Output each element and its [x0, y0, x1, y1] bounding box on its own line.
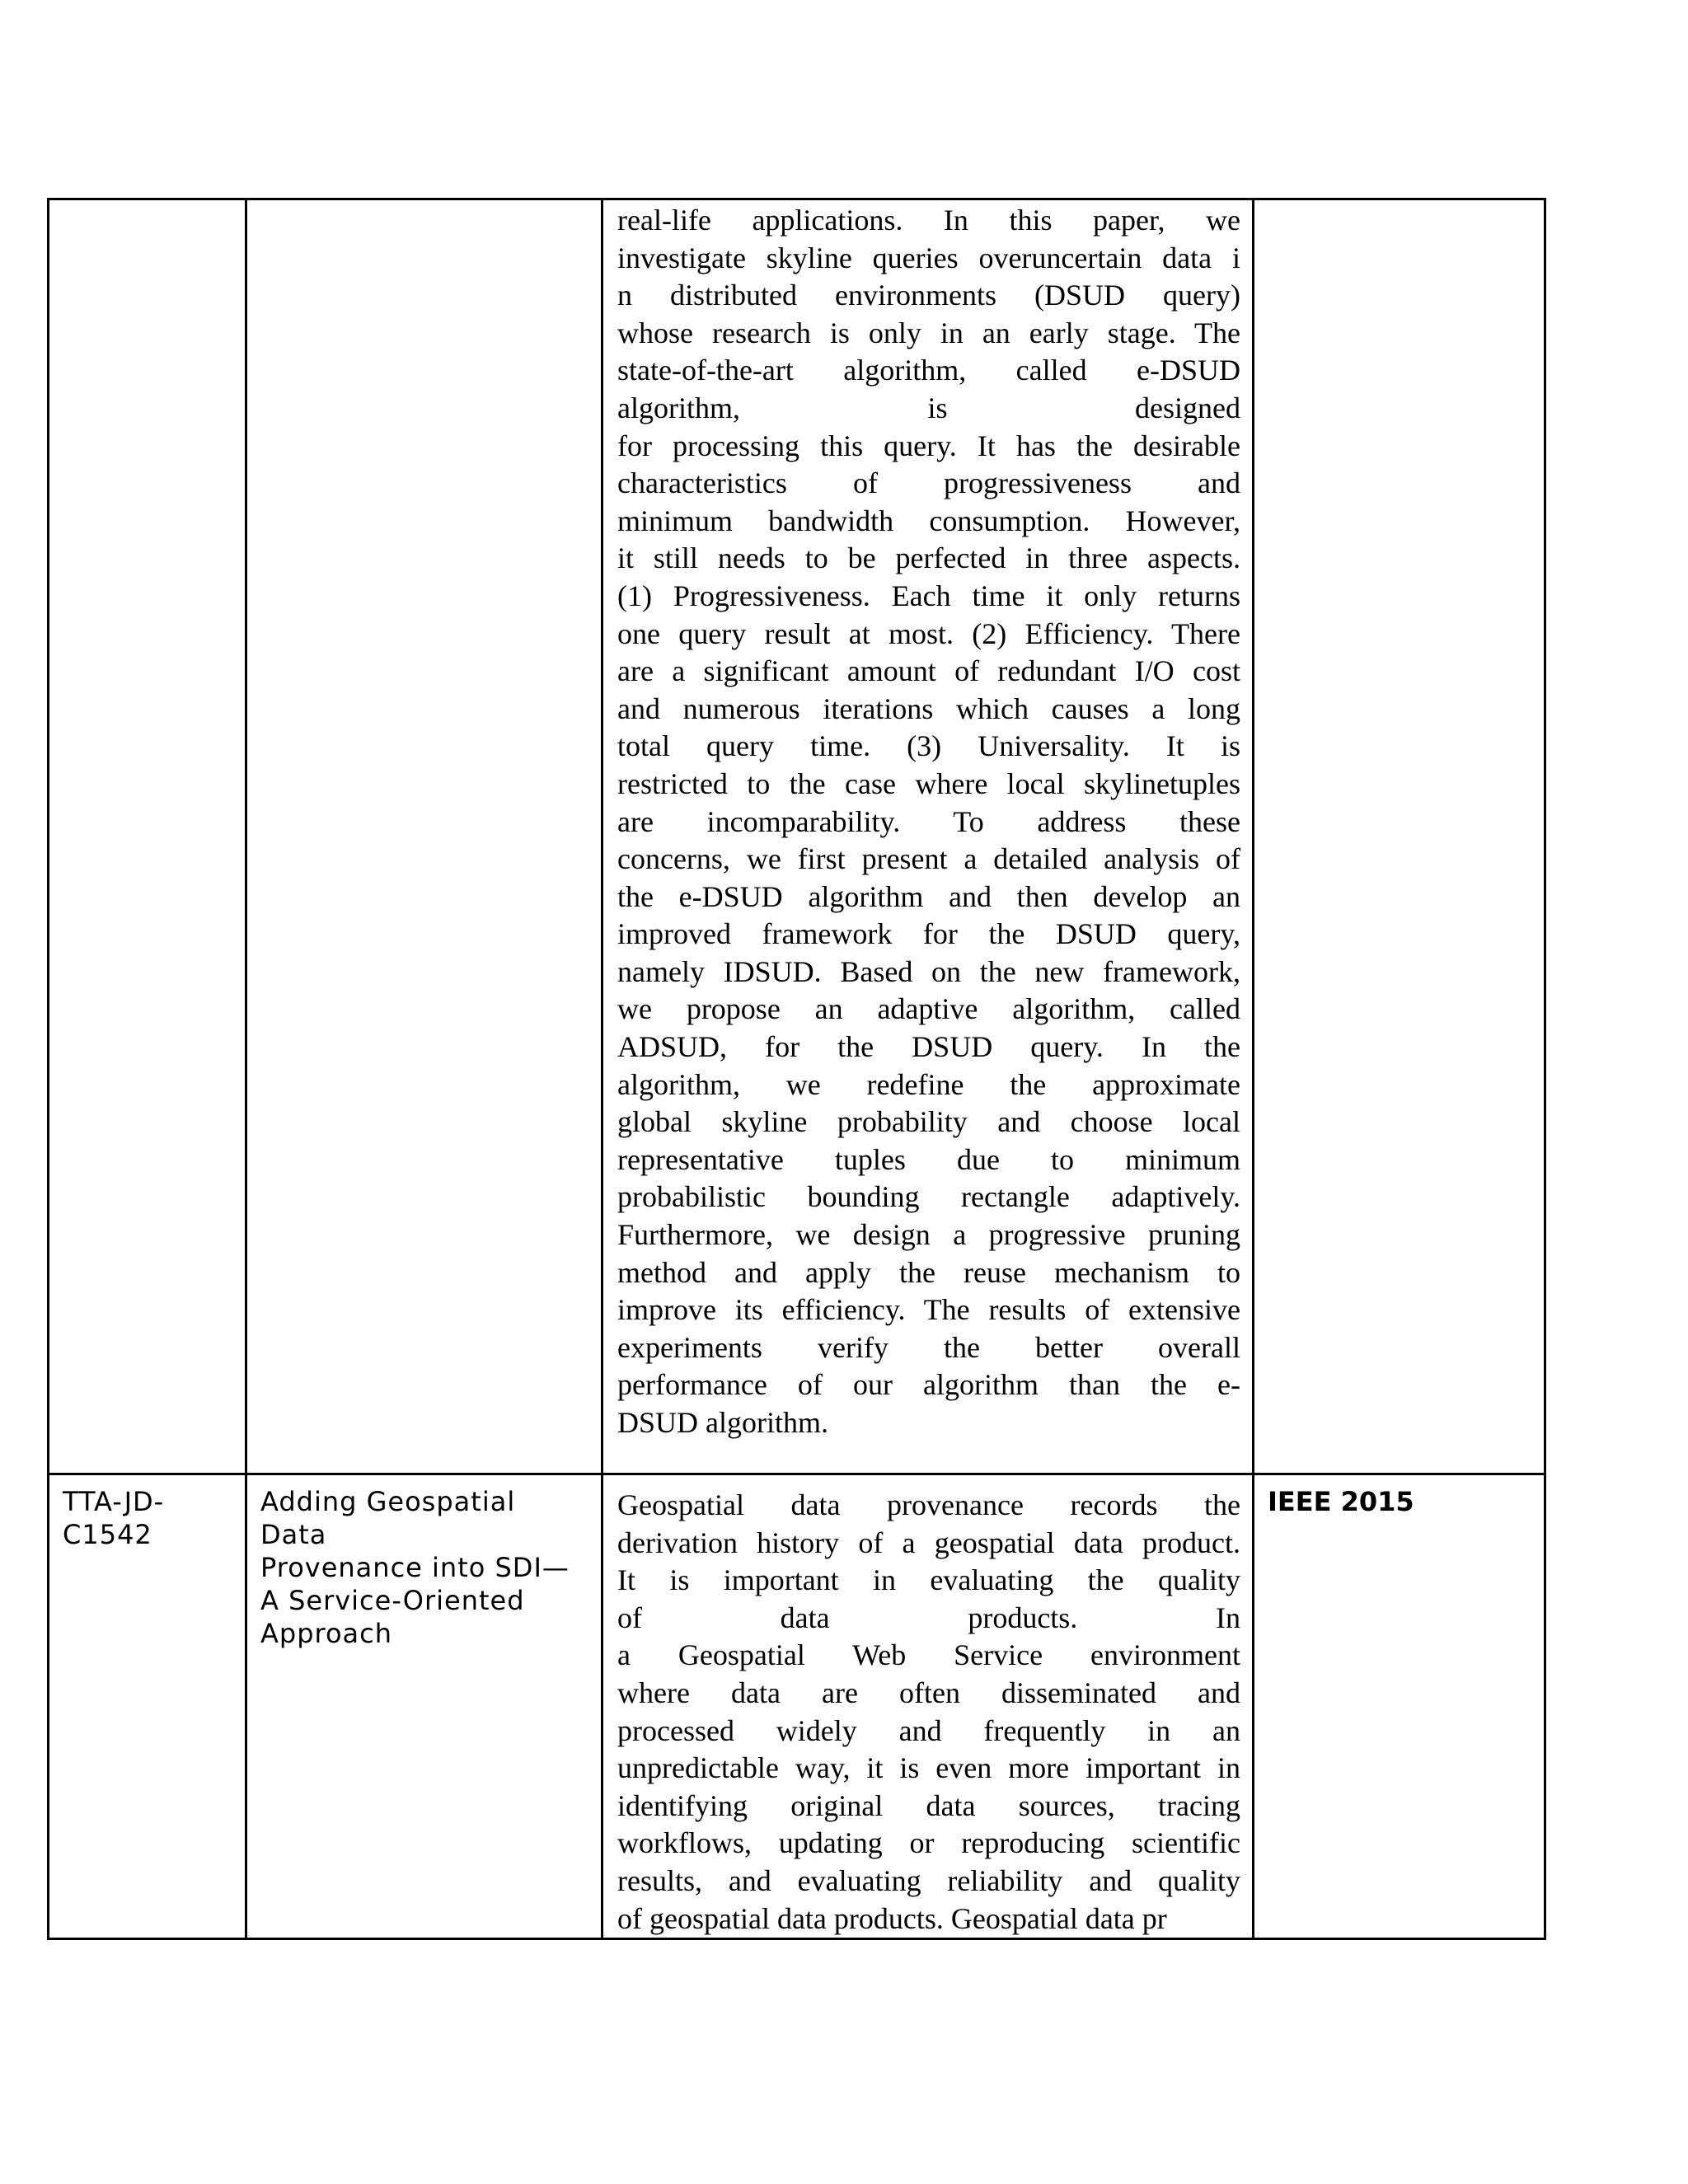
abstract-line: derivation history of a geospatial data product.	[617, 1526, 1240, 1559]
abstract-line: a Geospatial Web Service environment	[617, 1638, 1240, 1672]
abstract-line: results, and evaluating reliability and quality	[617, 1863, 1240, 1897]
abstract-line: It is important in evaluating the quality	[617, 1563, 1240, 1597]
project-id-cell	[49, 199, 246, 1474]
abstract-line: state-of-the-art algorithm, called e-DSUD	[617, 354, 1240, 387]
abstract-line: ADSUD, for the DSUD query. In the	[617, 1030, 1240, 1064]
abstract-line: of geospatial data products. Geospatial data pr	[617, 1901, 1167, 1935]
abstract-line: concerns, we first present a detailed analysis of	[617, 842, 1240, 876]
abstract-line: (1) Progressiveness. Each time it only returns	[617, 579, 1240, 612]
abstract-line: processed widely and frequently in an	[617, 1713, 1240, 1747]
abstract-line: probabilistic bounding rectangle adaptively.	[617, 1180, 1240, 1214]
abstract-line: it still needs to be perfected in three aspects.	[617, 541, 1240, 575]
abstract-line: one query result at most. (2) Efficiency. There	[617, 616, 1240, 650]
abstract-line: are incomparability. To address these	[617, 804, 1240, 838]
abstract-line: algorithm, is designed	[617, 391, 1240, 424]
abstract-line: Geospatial data provenance records the	[617, 1488, 1240, 1521]
year-cell	[1254, 1474, 1545, 1939]
abstract-line: unpredictable way, it is even more important in	[617, 1751, 1240, 1785]
projects-table	[47, 198, 1546, 1940]
abstract-line: characteristics of progressiveness and	[617, 466, 1240, 500]
abstract-line: algorithm, we redefine the approximate	[617, 1067, 1240, 1101]
abstract-line: global skyline probability and choose local	[617, 1105, 1240, 1139]
abstract-line: n distributed environments (DSUD query)	[617, 279, 1240, 312]
abstract-text	[603, 1475, 1252, 1938]
abstract-line: for processing this query. It has the desirable	[617, 429, 1240, 462]
abstract-line: we propose an adaptive algorithm, called	[617, 992, 1240, 1026]
table-row	[49, 1474, 1545, 1939]
project-id-cell	[49, 1474, 246, 1939]
abstract-line: Furthermore, we design a progressive pruning	[617, 1218, 1240, 1252]
abstract-line: of data products. In	[617, 1601, 1240, 1634]
abstract-line: where data are often disseminated and	[617, 1675, 1240, 1709]
abstract-cell	[603, 1474, 1254, 1939]
project-title-cell	[246, 199, 603, 1474]
abstract-line: namely IDSUD. Based on the new framework,	[617, 954, 1240, 988]
abstract-line: total query time. (3) Universality. It is	[617, 729, 1240, 763]
abstract-line: experiments verify the better overall	[617, 1330, 1240, 1364]
abstract-line: workflows, updating or reproducing scientific	[617, 1826, 1240, 1860]
abstract-line: and numerous iterations which causes a long	[617, 691, 1240, 725]
table-row	[49, 199, 1545, 1474]
year-cell	[1254, 199, 1545, 1474]
project-title-cell	[246, 1474, 603, 1939]
publication-year: IEEE 2015	[1268, 1486, 1414, 1517]
abstract-text	[603, 200, 1252, 1442]
abstract-line: performance of our algorithm than the e-	[617, 1368, 1240, 1402]
abstract-line: whose research is only in an early stage. The	[617, 316, 1240, 349]
abstract-line: real-life applications. In this paper, we	[617, 204, 1240, 237]
abstract-line: identifying original data sources, tracing	[617, 1788, 1240, 1822]
abstract-line: method and apply the reuse mechanism to	[617, 1255, 1240, 1289]
abstract-line: are a significant amount of redundant I/O cost	[617, 654, 1240, 688]
abstract-line: improve its efficiency. The results of extensive	[617, 1293, 1240, 1327]
abstract-line: DSUD algorithm.	[617, 1406, 828, 1439]
abstract-line: improved framework for the DSUD query,	[617, 917, 1240, 951]
project-title: Adding Geospatial Data Provenance into SDI— A Service-Oriented Approach	[260, 1486, 570, 1649]
abstract-line: investigate skyline queries overuncertain data i	[617, 241, 1240, 274]
abstract-line: the e-DSUD algorithm and then develop an	[617, 879, 1240, 913]
abstract-line: minimum bandwidth consumption. However,	[617, 504, 1240, 537]
abstract-line: representative tuples due to minimum	[617, 1142, 1240, 1176]
project-id: TTA-JD- C1542	[63, 1486, 165, 1550]
abstract-cell	[603, 199, 1254, 1474]
abstract-line: restricted to the case where local skylinetuples	[617, 766, 1240, 800]
